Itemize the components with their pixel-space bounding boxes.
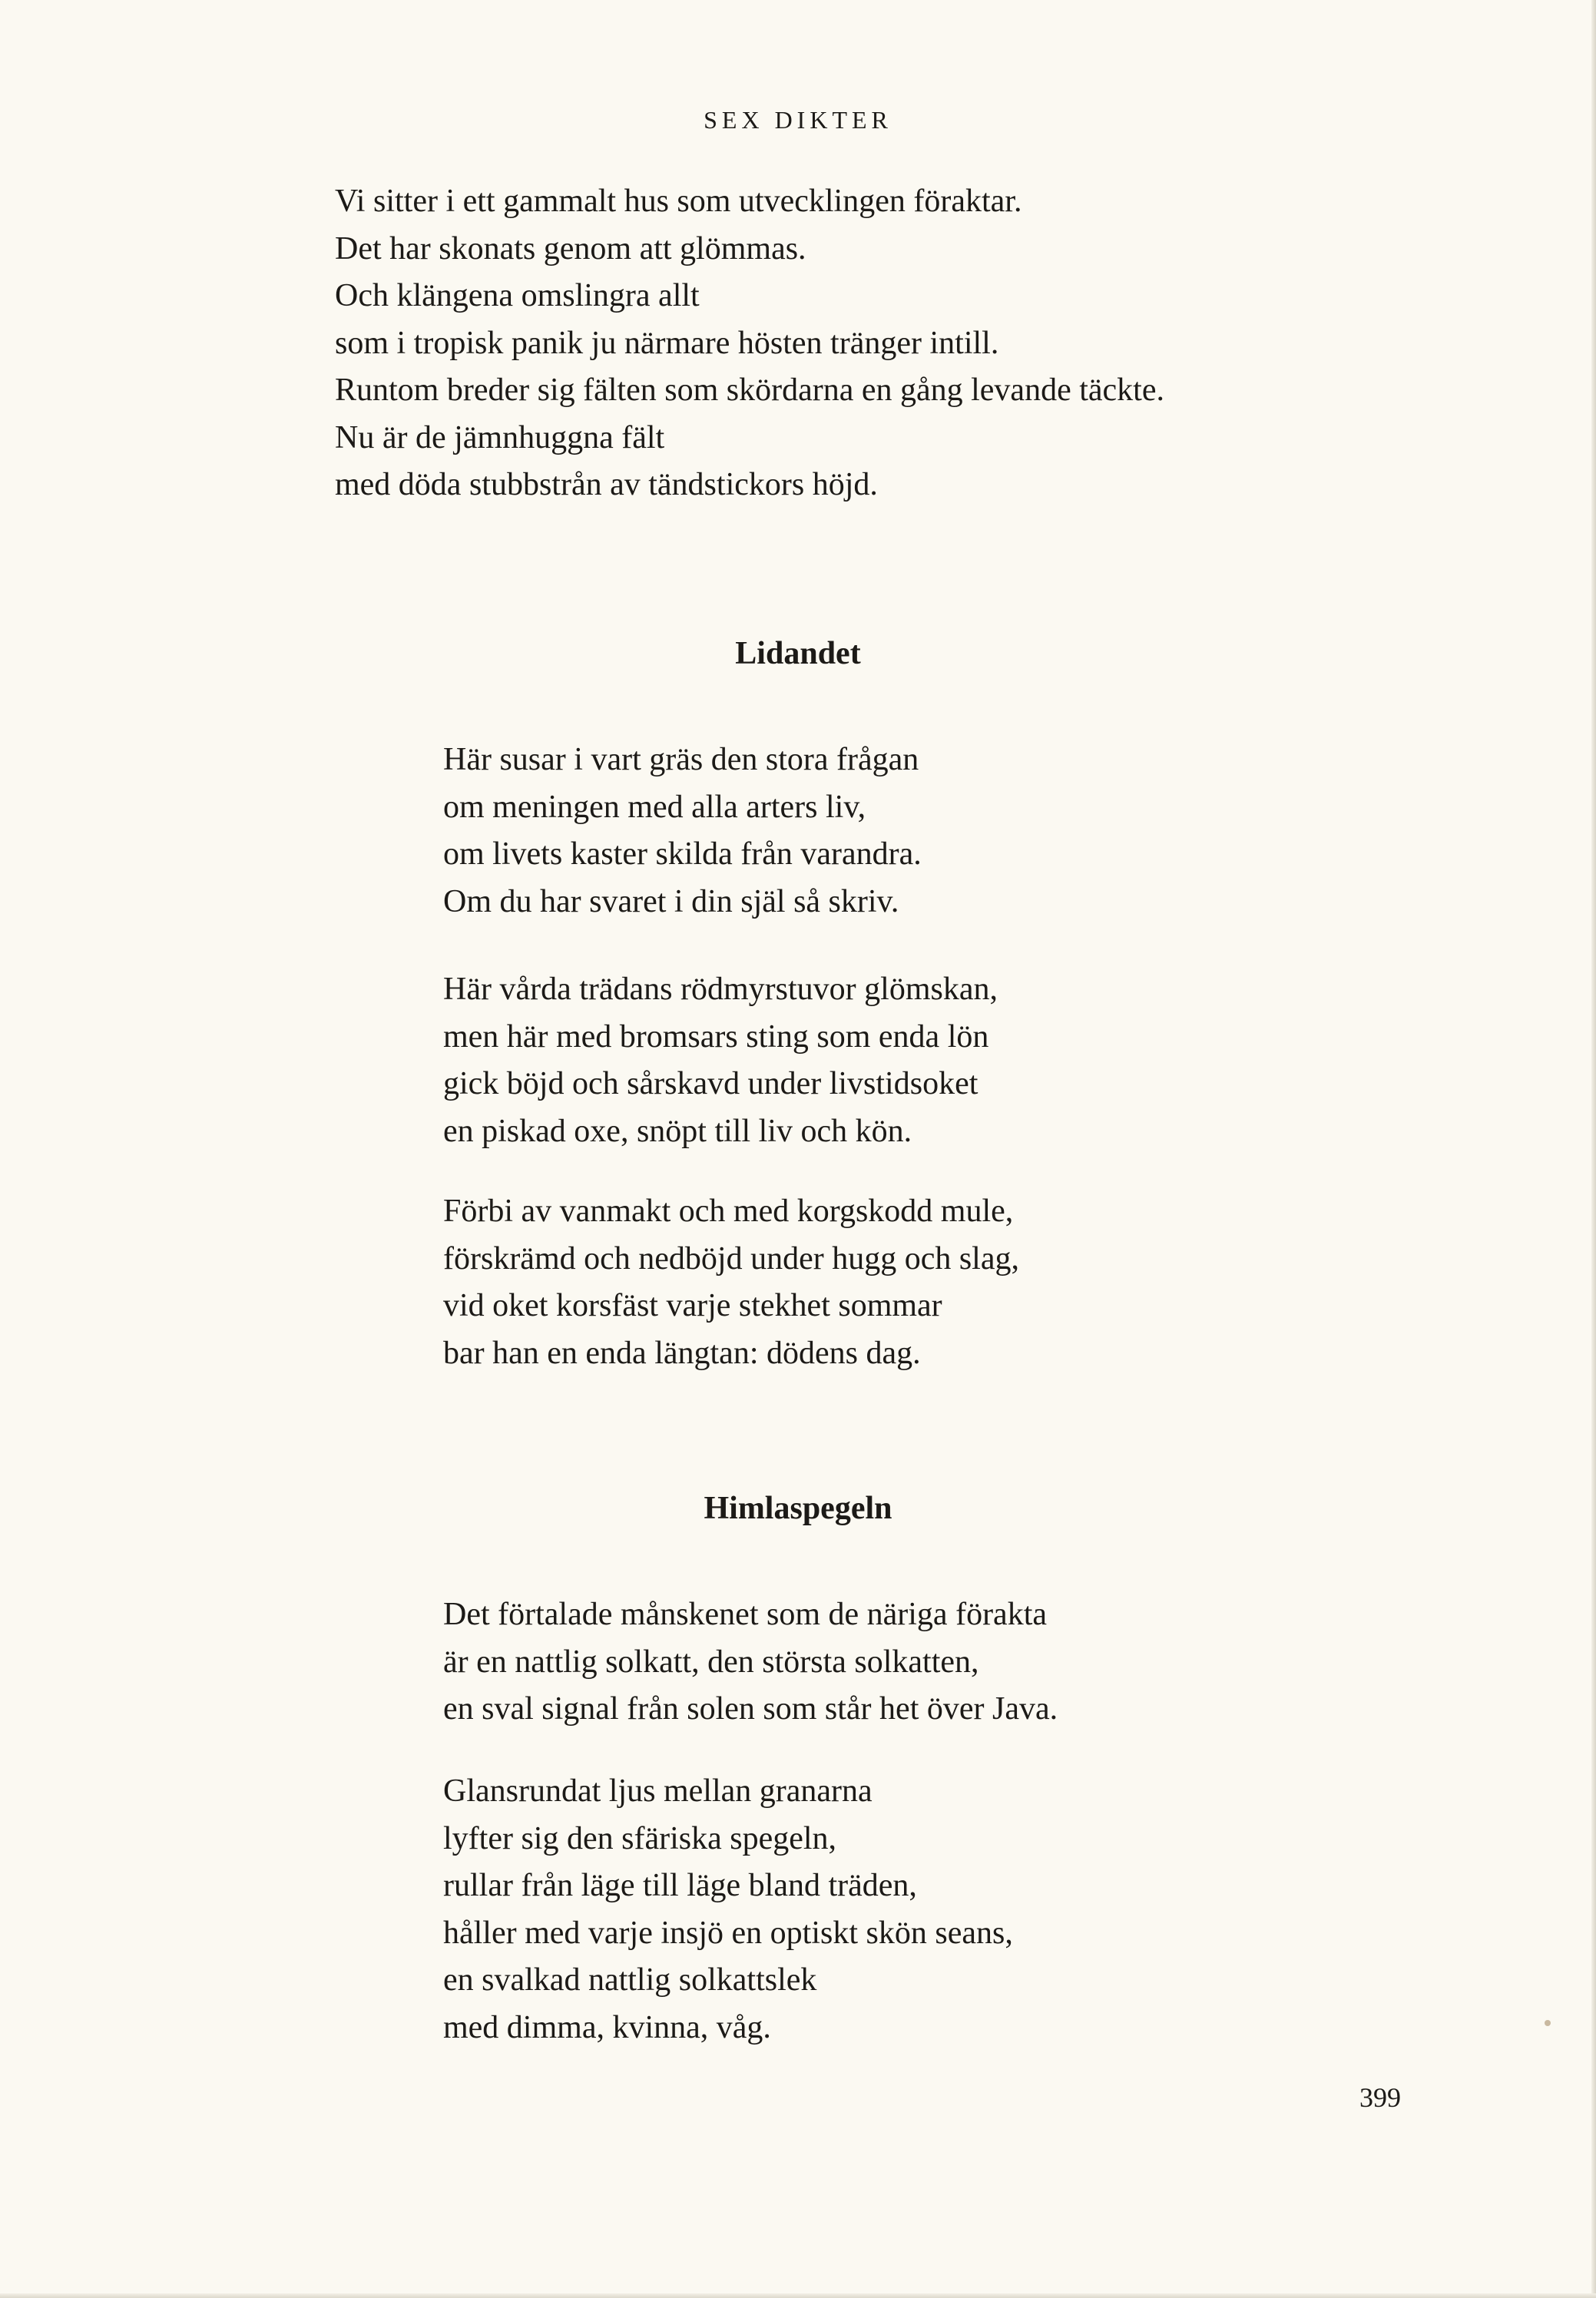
poem-line: vid oket korsfäst varje stekhet sommar xyxy=(443,1288,942,1323)
poem-line: rullar från läge till läge bland träden, xyxy=(443,1868,917,1903)
lidandet-stanza-3 xyxy=(443,1188,1019,1377)
poem-line: är en nattlig solkatt, den största solkatten, xyxy=(443,1644,979,1680)
poem-line: Vi sitter i ett gammalt hus som utvecklingen föraktar. xyxy=(335,184,1022,219)
poem-line: om meningen med alla arters liv, xyxy=(443,789,866,825)
poem-line: bar han en enda längtan: dödens dag. xyxy=(443,1335,921,1371)
poem-line: en piskad oxe, snöpt till liv och kön. xyxy=(443,1113,912,1149)
running-head: SEX DIKTER xyxy=(704,106,892,134)
lidandet-stanza-2 xyxy=(443,966,998,1155)
page-number: 399 xyxy=(1359,2082,1401,2113)
paper-speck xyxy=(1545,2020,1551,2026)
poem-line: gick böjd och sårskavd under livstidsoket xyxy=(443,1066,978,1101)
page-edge-right xyxy=(1591,0,1596,2298)
poem-line: Och klängena omslingra allt xyxy=(335,278,700,313)
poem-line: Nu är de jämnhuggna fält xyxy=(335,419,665,455)
poem-line: förskrämd och nedböjd under hugg och slag, xyxy=(443,1240,1019,1276)
poem-line: en sval signal från solen som står het över Java. xyxy=(443,1691,1058,1727)
poem-line: Glansrundat ljus mellan granarna xyxy=(443,1773,873,1809)
lidandet-stanza-1 xyxy=(443,737,922,925)
poem-line: som i tropisk panik ju närmare hösten tränger intill. xyxy=(335,325,999,361)
page-edge-bottom xyxy=(0,2293,1596,2298)
poem-line: en svalkad nattlig solkattslek xyxy=(443,1962,817,1998)
poem-line: med dimma, kvinna, våg. xyxy=(443,2009,771,2045)
poem-line: lyfter sig den sfäriska spegeln, xyxy=(443,1820,837,1856)
poem-line: med döda stubbstrån av tändstickors höjd. xyxy=(335,467,878,502)
poem-line: håller med varje insjö en optiskt skön seans, xyxy=(443,1915,1013,1951)
poem-line: Det har skonats genom att glömmas. xyxy=(335,230,806,267)
poem-line: Det förtalade månskenet som de näriga förakta xyxy=(443,1597,1048,1632)
himlaspegeln-stanza-2 xyxy=(443,1768,1013,2051)
poem-title-himlaspegeln: Himlaspegeln xyxy=(704,1491,892,1526)
intro-poem xyxy=(335,178,1164,509)
poem-line: Förbi av vanmakt och med korgskodd mule, xyxy=(443,1194,1014,1229)
poem-line: men här med bromsars sting som enda lön xyxy=(443,1018,989,1055)
poem-line: Här susar i vart gräs den stora frågan xyxy=(443,742,919,777)
himlaspegeln-stanza-1 xyxy=(443,1591,1058,1733)
poem-line: Här vårda trädans rödmyrstuvor glömskan, xyxy=(443,972,998,1007)
poem-line: om livets kaster skilda från varandra. xyxy=(443,836,922,872)
poem-line: Runtom breder sig fälten som skördarna en gång levande täckte. xyxy=(335,373,1164,408)
poem-title-lidandet: Lidandet xyxy=(735,636,861,671)
poem-line: Om du har svaret i din själ så skriv. xyxy=(443,883,899,919)
